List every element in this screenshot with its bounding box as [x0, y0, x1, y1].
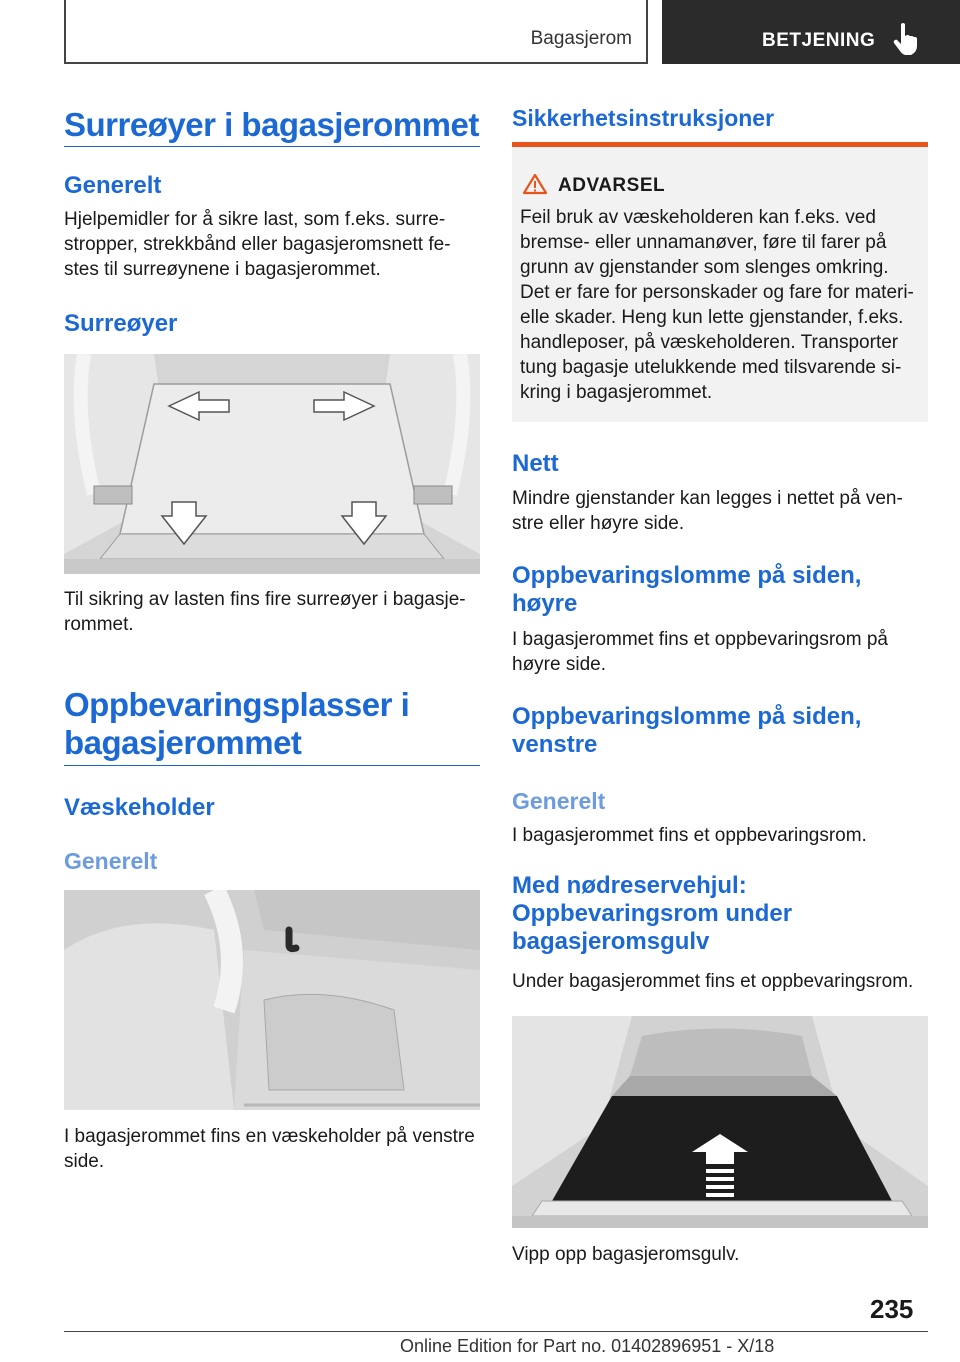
warning-line: Det er fare for personskader og fare for materi- [520, 282, 914, 303]
warning-line: bremse- eller unnamanøver, føre til farer på [520, 232, 887, 253]
generelt-heading: Generelt [64, 172, 162, 199]
page-title: Surreøyer i bagasjerommet [64, 106, 479, 143]
warning-triangle-icon [522, 173, 548, 200]
body-line: I bagasjerommet fins en væskeholder på venstre [64, 1126, 475, 1147]
sikkerhet-heading: Sikkerhetsinstruksjoner [512, 105, 775, 131]
warning-line: tung bagasje utelukkende med tilsvarende si- [520, 357, 902, 378]
title-rule [64, 146, 480, 147]
section-rule [64, 765, 480, 766]
drink-holder-figure [64, 890, 480, 1110]
warning-line: handleposer, på væskeholderen. Transporter [520, 332, 899, 353]
section-title-line: bagasjerommet [64, 724, 302, 761]
heading-line: Oppbevaringslomme på siden, [512, 562, 862, 589]
vaeskeholder-heading: Væskeholder [64, 794, 215, 821]
warning-line: Feil bruk av væskeholderen kan f.eks. ved [520, 207, 876, 228]
vaeskeholder-caption [64, 1124, 480, 1174]
body-line: rommet. [64, 614, 134, 635]
heading-line: Med nødreservehjul: [512, 872, 747, 899]
header-chapter-title: BETJENING [762, 30, 876, 51]
vaeskeholder-subheading: Generelt [64, 848, 158, 874]
body-line: stes til surreøynene i bagasjerommet. [64, 259, 381, 280]
heading-line: bagasjeromsgulv [512, 928, 710, 955]
body-line: høyre side. [512, 654, 606, 675]
surreoyer-caption [64, 587, 480, 637]
warning-line: kring i bagasjerommet. [520, 382, 713, 403]
footer-edition: Online Edition for Part no. 01402896951 - X/18 [400, 1336, 775, 1356]
heading-line: venstre [512, 731, 598, 758]
drink-holder-illustration [64, 890, 480, 1110]
footer-rule [64, 1331, 928, 1332]
nett-heading: Nett [512, 450, 559, 477]
venstre-heading [512, 703, 928, 759]
section-title-line: Oppbevaringsplasser i [64, 686, 410, 723]
warning-line: grunn av gjenstander som slenges omkring. [520, 257, 889, 278]
body-line: stropper, strekkbånd eller bagasjeromsnett fe- [64, 234, 451, 255]
header-chapter-box [662, 0, 960, 64]
body-line: Mindre gjenstander kan legges i nettet på ven- [512, 488, 903, 509]
header-section-box [64, 0, 648, 64]
trunk-floor-figure [512, 1016, 928, 1228]
nodreserve-caption: Vipp opp bagasjeromsgulv. [512, 1244, 740, 1265]
nodreserve-body: Under bagasjerommet fins et oppbevaringsrom. [512, 971, 914, 992]
heading-line: høyre [512, 590, 578, 617]
nodreserve-heading [512, 872, 928, 956]
venstre-body: I bagasjerommet fins et oppbevaringsrom. [512, 825, 867, 846]
warning-title: ADVARSEL [558, 175, 666, 196]
body-line: side. [64, 1151, 105, 1172]
hoyre-heading [512, 562, 928, 618]
header-section-title: Bagasjerom [530, 28, 632, 49]
heading-line: Oppbevaringslomme på siden, [512, 703, 862, 730]
body-line: Til sikring av lasten fins fire surreøyer i bagasje- [64, 589, 466, 610]
warning-line: elle skader. Heng kun lette gjenstander, f.eks. [520, 307, 904, 328]
warning-body [520, 205, 924, 405]
trunk-floor-illustration [64, 354, 480, 574]
surreoyer-heading: Surreøyer [64, 310, 178, 337]
heading-line: Oppbevaringsrom under [512, 900, 793, 927]
warning-box [512, 142, 928, 422]
trunk-lashing-eyes-figure [64, 354, 480, 574]
nett-body [512, 486, 928, 536]
oppbevaring-title [64, 686, 480, 762]
generelt-body [64, 207, 480, 282]
body-line: stre eller høyre side. [512, 513, 685, 534]
venstre-subheading: Generelt [512, 788, 606, 814]
body-line: I bagasjerommet fins et oppbevaringsrom på [512, 629, 888, 650]
hoyre-body [512, 627, 928, 677]
body-line: Hjelpemidler for å sikre last, som f.eks. surre- [64, 209, 446, 230]
trunk-floor-lift-illustration [512, 1016, 928, 1228]
hand-pointer-icon [892, 22, 920, 56]
page-number: 235 [870, 1294, 914, 1324]
